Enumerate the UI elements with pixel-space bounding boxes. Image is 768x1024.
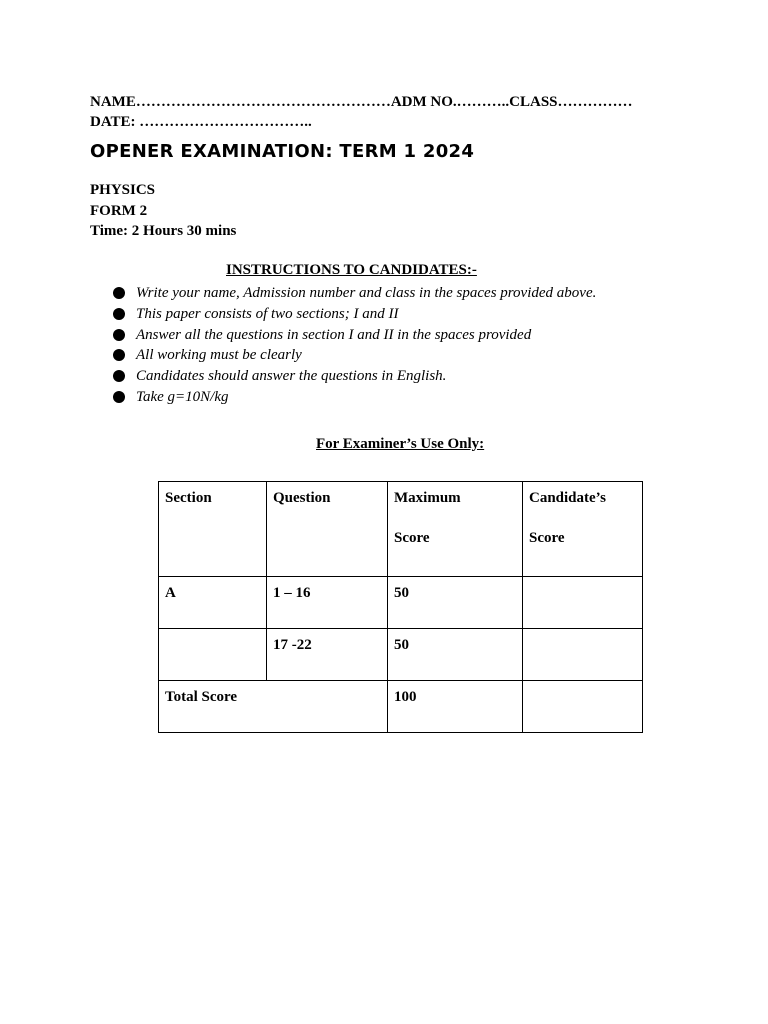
instruction-item: This paper consists of two sections; I and II <box>113 304 596 325</box>
cell-question: 17 -22 <box>267 629 388 681</box>
table-row <box>159 577 643 629</box>
instructions-heading: INSTRUCTIONS TO CANDIDATES:- <box>226 262 477 278</box>
total-label: Total Score <box>159 681 388 733</box>
header-question: Question <box>267 482 388 577</box>
header-section: Section <box>159 482 267 577</box>
cell-max: 50 <box>388 629 523 681</box>
cell-question: 1 – 16 <box>267 577 388 629</box>
instruction-item: Take g=10N/kg <box>113 387 596 408</box>
subject: PHYSICS <box>90 182 156 198</box>
table-header-row <box>159 482 643 577</box>
name-adm-class-line: NAME……………………………………………ADM NO.………..CLASS…………… <box>90 94 633 110</box>
cell-section: A <box>159 577 267 629</box>
instruction-item: Answer all the questions in section I and II in the spaces provided <box>113 325 596 346</box>
cell-candidate-score[interactable] <box>523 629 643 681</box>
instruction-item: Write your name, Admission number and class in the spaces provided above. <box>113 283 596 304</box>
score-table <box>158 481 643 733</box>
total-candidate-score[interactable] <box>523 681 643 733</box>
cell-candidate-score[interactable] <box>523 577 643 629</box>
bullet-icon <box>113 349 125 361</box>
bullet-icon <box>113 370 125 382</box>
instruction-item: Candidates should answer the questions in English. <box>113 366 596 387</box>
cell-section <box>159 629 267 681</box>
header-candidate-score: Candidate’s Score <box>523 482 643 577</box>
examiner-heading: For Examiner’s Use Only: <box>316 436 485 452</box>
instructions-list <box>113 283 596 408</box>
header-maximum-score: Maximum Score <box>388 482 523 577</box>
table-row <box>159 629 643 681</box>
total-max: 100 <box>388 681 523 733</box>
instruction-item: All working must be clearly <box>113 345 596 366</box>
cell-max: 50 <box>388 577 523 629</box>
bullet-icon <box>113 308 125 320</box>
bullet-icon <box>113 287 125 299</box>
exam-duration: Time: 2 Hours 30 mins <box>90 223 237 239</box>
date-line: DATE: …………………………….. <box>90 114 312 130</box>
form-level: FORM 2 <box>90 203 148 219</box>
bullet-icon <box>113 391 125 403</box>
bullet-icon <box>113 329 125 341</box>
table-total-row <box>159 681 643 733</box>
exam-title: OPENER EXAMINATION: TERM 1 2024 <box>90 141 475 162</box>
